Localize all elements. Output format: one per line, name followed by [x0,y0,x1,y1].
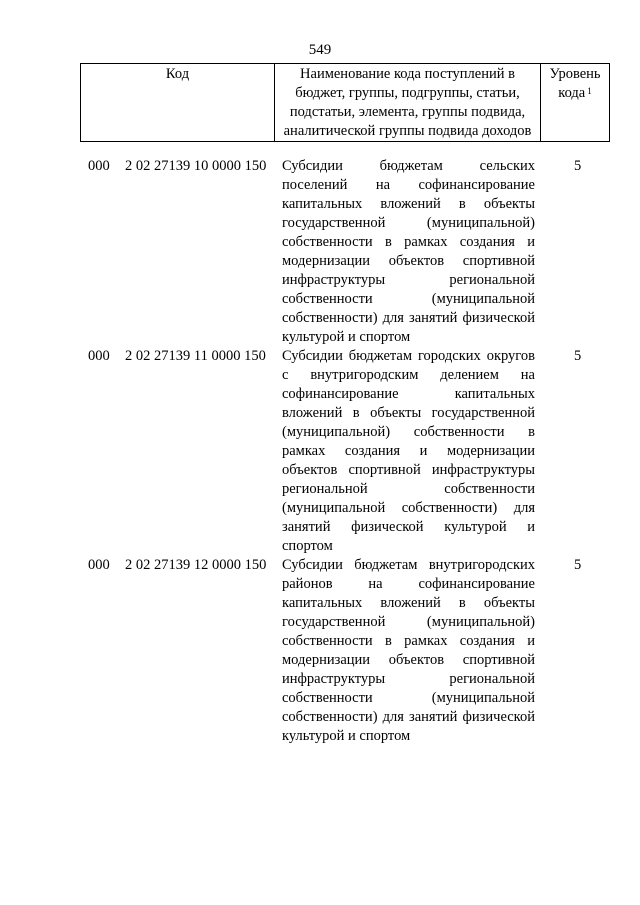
header-level: Уровень кода [549,66,601,101]
header-name-cell [275,64,541,142]
header-code-cell [81,64,275,142]
code-level: 5 [574,348,582,364]
page-number: 549 [308,42,332,58]
footnote-marker: 1 [587,86,592,96]
header-name: Наименование кода поступлений в бюджет, группы, подгруппы, статьи, подстатьи, элемента, группы подвида, аналитической группы подвида доходов [283,66,532,139]
table-header [80,63,610,142]
header-row [81,64,610,142]
header-level-cell [541,64,610,142]
revenue-name: Субсидии бюджетам внутригородских районов на софинансирование капитальных вложений в объекты государственной (муниципальной) собственности в рамках создания и модернизации объектов спортивной инфраструктуры региональной собственности (муниципальной собственности) для занятий физической культурой и спортом [282,557,535,744]
code-level: 5 [574,158,582,174]
admin-code: 000 [88,158,110,174]
table-body [80,157,609,746]
table-row [80,347,609,556]
revenue-name: Субсидии бюджетам городских округов с внутригородским делением на софинансирование капитальных вложений в объекты государственной (муниципальной) собственности в рамках создания и модернизации объектов спортивной инфраструктуры региональной собственности (муниципальной собственности) для занятий физической культурой и спортом [282,348,535,554]
table-row [80,556,609,746]
admin-code: 000 [88,557,110,573]
revenue-code: 2 02 27139 10 0000 150 [125,158,267,174]
code-level: 5 [574,557,582,573]
admin-code: 000 [88,348,110,364]
revenue-code: 2 02 27139 12 0000 150 [125,557,267,573]
revenue-name: Субсидии бюджетам сельских поселений на софинансирование капитальных вложений в объекты государственной (муниципальной) собственности в рамках создания и модернизации объектов спортивной инфраструктуры региональной собственности (муниципальной собственности) для занятий физической культурой и спортом [282,158,535,345]
header-code: Код [165,66,190,82]
table-row [80,157,609,347]
revenue-code: 2 02 27139 11 0000 150 [125,348,266,364]
